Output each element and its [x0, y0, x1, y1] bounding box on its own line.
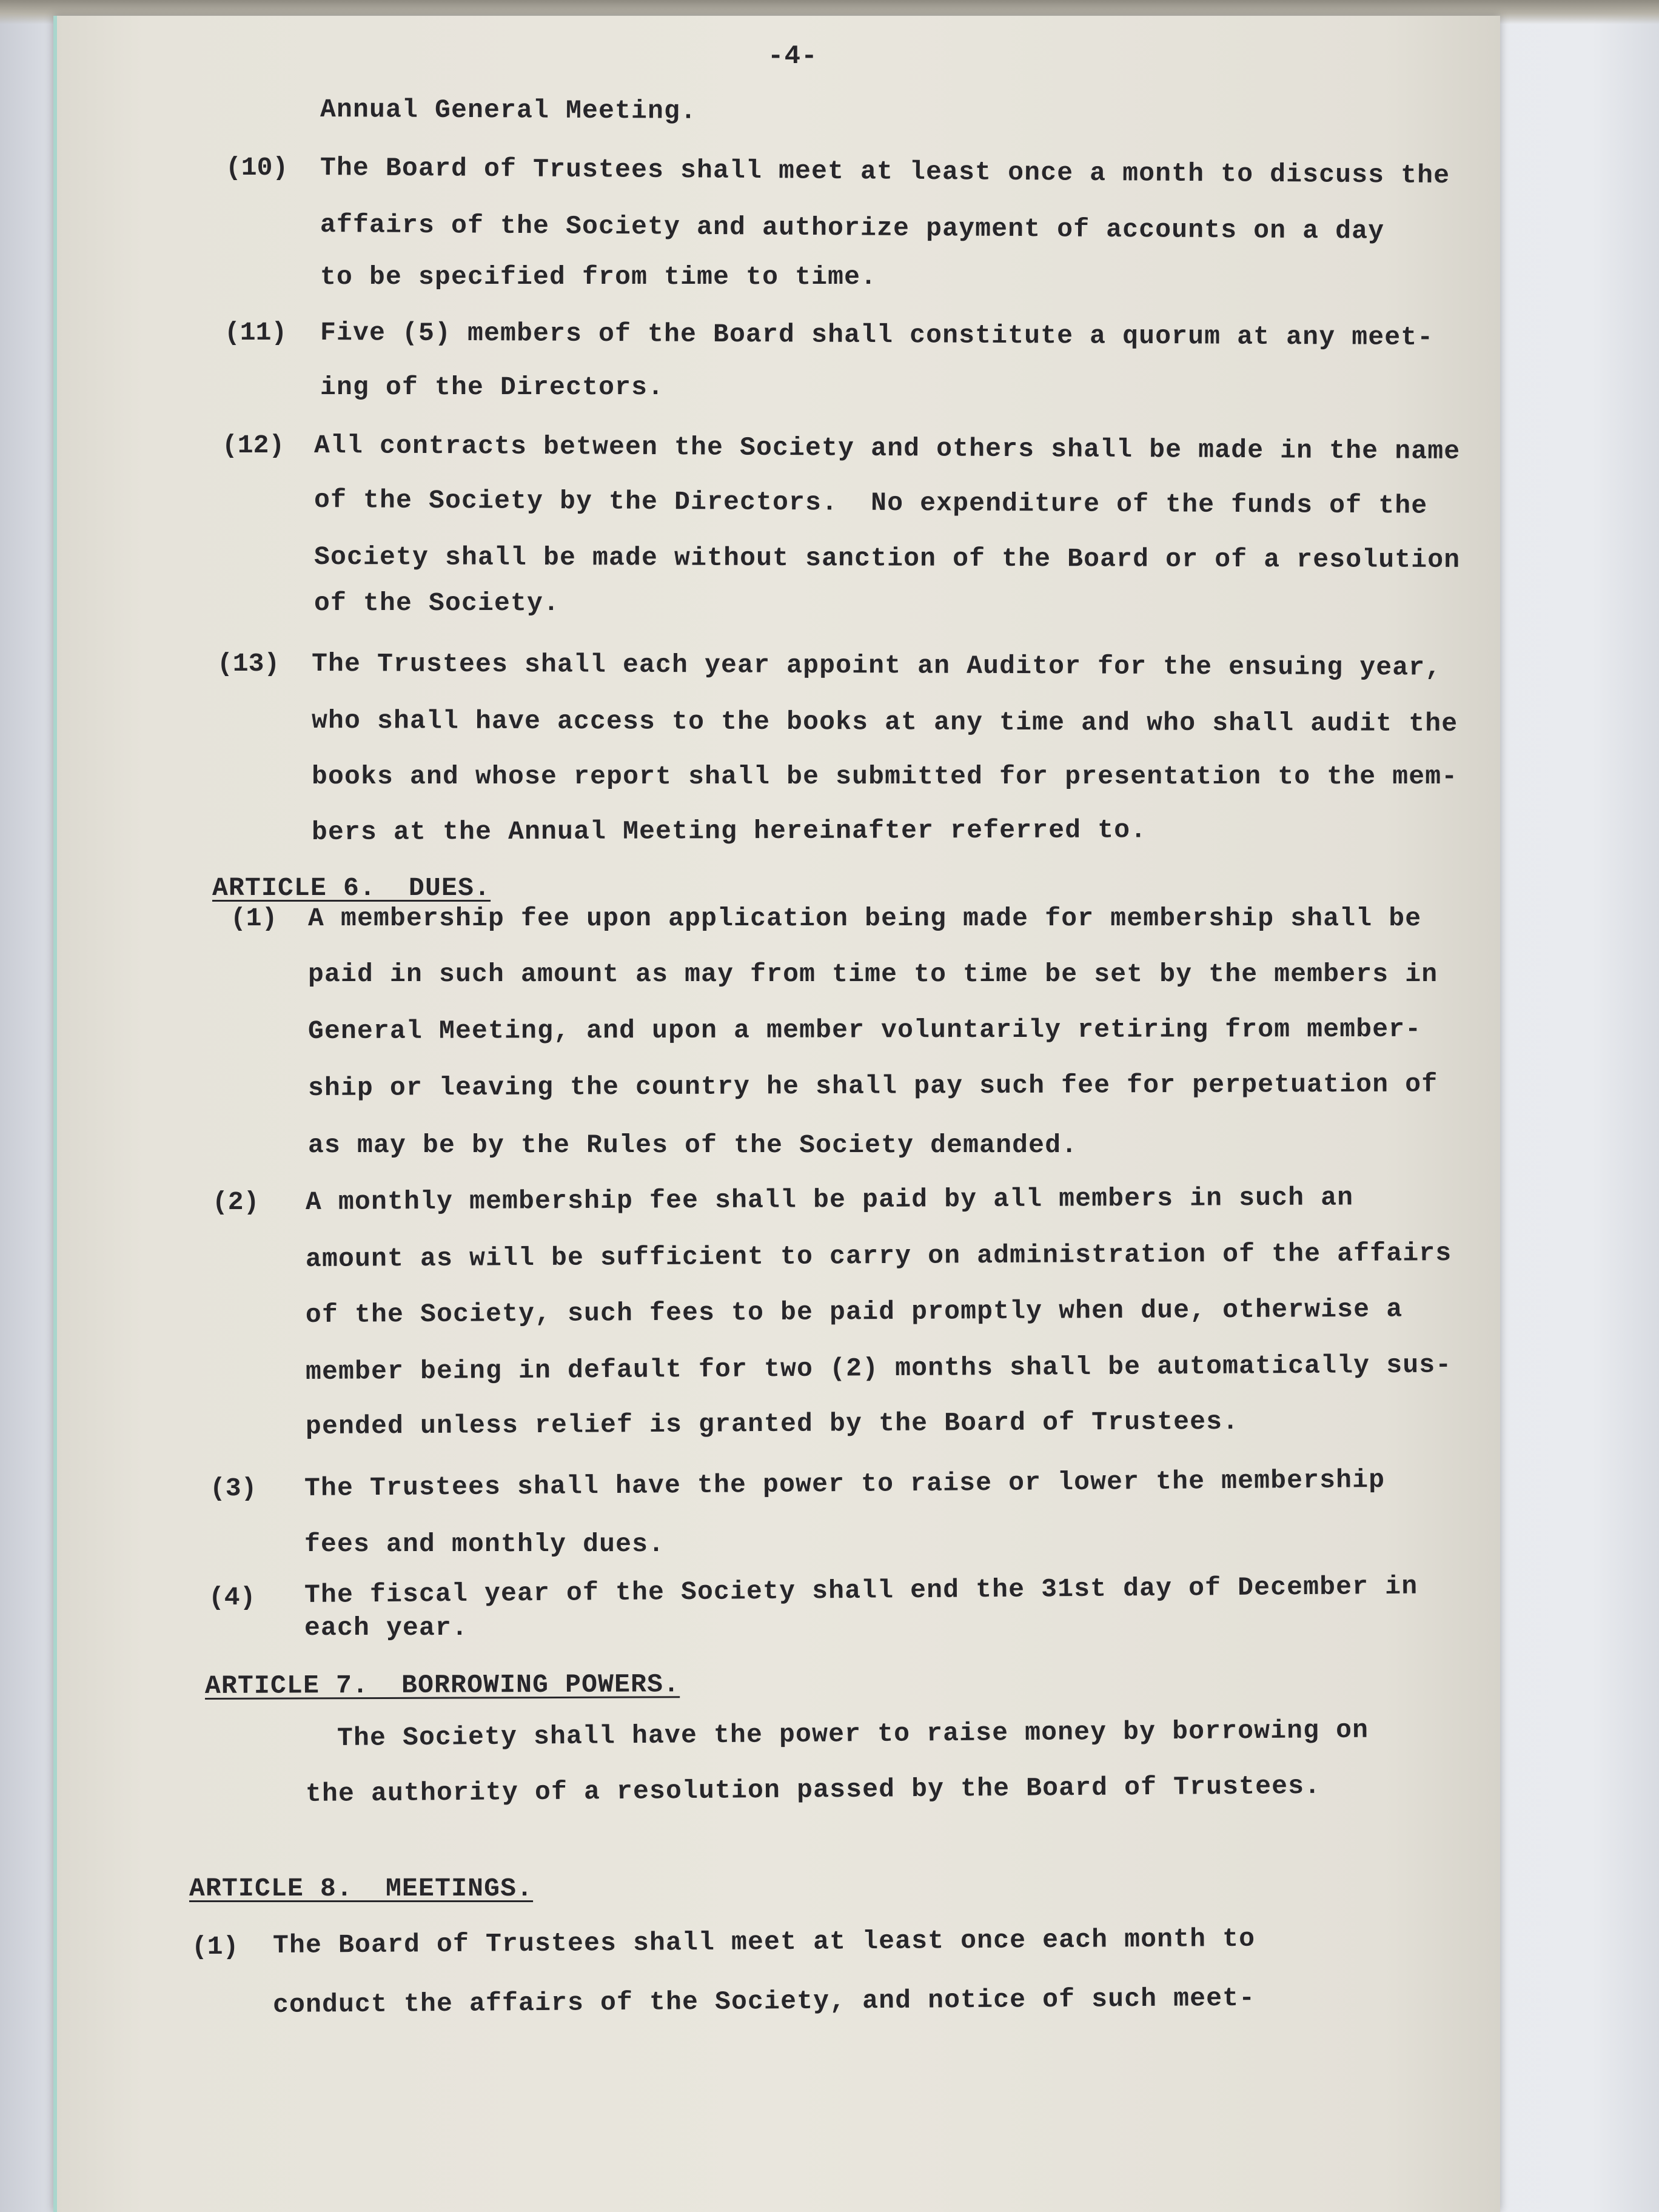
text-line: of the Society. — [314, 588, 560, 618]
text-line: bers at the Annual Meeting hereinafter referred to. — [311, 815, 1147, 847]
text-line: as may be by the Rules of the Society demanded. — [308, 1130, 1078, 1160]
text-line: member being in default for two (2) months shall be automatically sus- — [305, 1350, 1452, 1387]
text-line: All contracts between the Society and others shall be made in the name — [313, 431, 1461, 466]
article-6-heading: ARTICLE 6. DUES. — [212, 873, 491, 903]
typewritten-page — [53, 16, 1500, 2212]
text-line: Annual General Meeting. — [320, 95, 697, 126]
text-line: The Board of Trustees shall meet at least once each month to — [272, 1923, 1256, 1960]
text-line: affairs of the Society and authorize payment of accounts on a day — [320, 210, 1385, 246]
text-line: Society shall be made without sanction of the Board or of a resolution — [313, 542, 1461, 575]
clause-number: (11) — [224, 318, 287, 347]
text-line: of the Society, such fees to be paid promptly when due, otherwise a — [305, 1294, 1403, 1330]
clause-number: (1) — [192, 1932, 239, 1962]
text-line: fees and monthly dues. — [304, 1529, 665, 1559]
text-line: each year. — [304, 1613, 469, 1643]
text-line: The fiscal year of the Society shall end the 31st day of December in — [304, 1571, 1418, 1610]
text-line: The Society shall have the power to raise money by borrowing on — [337, 1715, 1369, 1753]
text-line: Five (5) members of the Board shall constitute a quorum at any meet- — [320, 318, 1434, 353]
text-line: A monthly membership fee shall be paid by all members in such an — [305, 1182, 1354, 1217]
text-line: paid in such amount as may from time to time be set by the members in — [308, 959, 1438, 989]
text-line: The Trustees shall each year appoint an Auditor for the ensuing year, — [311, 649, 1442, 683]
article-7-heading: ARTICLE 7. BORROWING POWERS. — [204, 1669, 680, 1701]
text-line: The Board of Trustees shall meet at least once a month to discuss the — [320, 153, 1450, 191]
text-line: ing of the Directors. — [320, 372, 665, 402]
text-line: conduct the affairs of the Society, and notice of such meet- — [272, 1983, 1256, 2020]
article-8-heading: ARTICLE 8. MEETINGS. — [189, 1874, 534, 1903]
clause-number: (4) — [209, 1583, 256, 1612]
clause-number: (1) — [230, 903, 278, 933]
text-line: the authority of a resolution passed by the Board of Trustees. — [305, 1771, 1321, 1809]
text-line: A membership fee upon application being made for membership shall be — [308, 903, 1422, 933]
clause-number: (13) — [217, 649, 280, 679]
text-line: books and whose report shall be submitted for presentation to the mem- — [312, 762, 1458, 791]
page-number: -4- — [768, 41, 818, 72]
text-line: of the Society by the Directors. No expenditure of the funds of the — [313, 485, 1428, 521]
clause-number: (2) — [212, 1187, 260, 1217]
text-line: General Meeting, and upon a member voluntarily retiring from member- — [307, 1014, 1422, 1046]
text-line: ship or leaving the country he shall pay such fee for perpetuation of — [307, 1069, 1438, 1103]
clause-number: (3) — [210, 1473, 257, 1503]
text-line: to be specified from time to time. — [320, 262, 877, 292]
clause-number: (10) — [226, 153, 289, 183]
clause-number: (12) — [222, 431, 285, 460]
text-line: amount as will be sufficient to carry on administration of the affairs — [305, 1238, 1452, 1274]
text-line: pended unless relief is granted by the Board of Trustees. — [305, 1406, 1239, 1441]
text-line: The Trustees shall have the power to raise or lower the membership — [304, 1465, 1386, 1503]
text-line: who shall have access to the books at any time and who shall audit the — [311, 706, 1458, 739]
